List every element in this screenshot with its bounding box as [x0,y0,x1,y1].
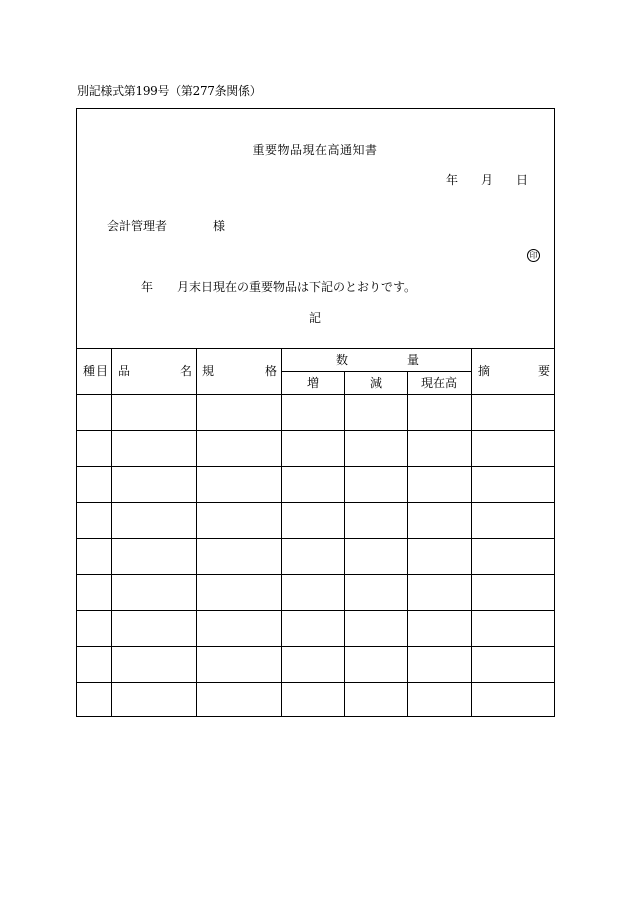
header-spec-b: 格 [265,364,278,378]
table-row-divider [77,430,554,431]
column-divider [407,371,408,716]
header-category-b: 目 [96,364,109,378]
seal-icon: 印 [527,249,540,262]
header-item-name-a: 品 [118,364,131,378]
document-title: 重要物品現在高通知書 [252,143,378,157]
date-year-label: 年 [446,173,459,187]
column-divider [471,348,472,716]
header-remarks-b: 要 [538,364,551,378]
column-divider [344,371,345,716]
column-divider [196,348,197,716]
header-balance: 現在高 [420,376,458,390]
addressee-honorific: 様 [213,219,226,233]
header-increase: 増 [306,376,320,390]
table-row-divider [77,574,554,575]
table-row-divider [77,502,554,503]
header-spec-a: 規 [202,364,215,378]
table-row-divider [77,646,554,647]
notice-form [76,108,555,717]
statement-text: 月末日現在の重要物品は下記のとおりです。 [177,280,417,294]
table-top-border [77,348,554,349]
table-row-divider [77,538,554,539]
header-category-a: 種 [83,364,96,378]
addressee-name: 会計管理者 [107,219,168,233]
header-remarks-a: 摘 [478,364,491,378]
header-decrease: 減 [369,376,383,390]
quantity-subheader-divider [281,371,471,372]
header-quantity-b: 量 [407,353,420,367]
header-bottom-border [77,394,554,395]
table-row-divider [77,466,554,467]
form-caption: 別記様式第199号（第277条関係） [77,84,262,98]
date-month-label: 月 [481,173,494,187]
header-item-name-b: 名 [180,364,193,378]
column-divider [111,348,112,716]
table-row-divider [77,610,554,611]
statement-year-label: 年 [141,280,154,294]
table-row-divider [77,682,554,683]
header-quantity-a: 数 [336,353,349,367]
ki-heading: 記 [308,311,322,325]
date-day-label: 日 [516,173,529,187]
column-divider [281,348,282,716]
